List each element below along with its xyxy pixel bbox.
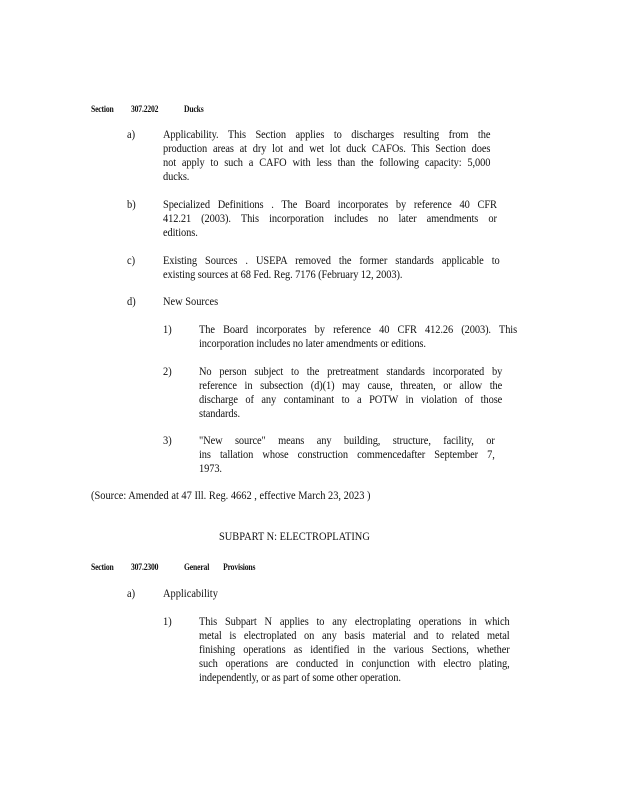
- text-line: ins tallation whose construction commencedafter September 7,: [199, 449, 495, 461]
- subitem-marker-1: 1): [163, 616, 172, 628]
- item-marker-d: d): [127, 296, 136, 308]
- paragraph-applicability: [163, 128, 490, 184]
- text-line: discharge of any contaminant to a POTW in violation of those: [199, 394, 503, 406]
- section-title: Ducks: [184, 104, 204, 114]
- subitem-marker-2: 2): [163, 366, 172, 378]
- text-line: No person subject to the pretreatment standards incorporated by: [199, 366, 503, 378]
- new-sources-label: New Sources: [163, 296, 219, 308]
- subitem-marker-3: 3): [163, 435, 172, 447]
- section-label: Section: [91, 562, 114, 572]
- text-line: editions.: [163, 227, 198, 239]
- text-line: such operations are conducted in conjunction with electro plating,: [199, 658, 510, 670]
- subpart-heading: SUBPART N: ELECTROPLATING: [219, 531, 370, 543]
- text-line: incorporation includes no later amendments or editions.: [199, 338, 426, 350]
- text-line: 1973.: [199, 463, 222, 475]
- item-marker-a: a): [127, 588, 136, 600]
- text-line: "New source" means any building, structure, facility, or: [199, 435, 495, 447]
- text-line: 412.21 (2003). This incorporation includes no later amendments or: [163, 213, 497, 225]
- text-line: Existing Sources . USEPA removed the former standards applicable to: [163, 255, 500, 267]
- paragraph-specialized-definitions: [163, 198, 497, 240]
- paragraph-new-sources-3: [199, 434, 495, 476]
- subitem-marker-1: 1): [163, 324, 172, 336]
- text-line: Applicability. This Section applies to discharges resulting from the: [163, 129, 491, 141]
- text-line: metal is electroplated on any basis material and to related metal: [199, 630, 510, 642]
- text-line: standards.: [199, 408, 240, 420]
- text-line: not apply to such a CAFO with less than the following capacity: 5,000: [163, 157, 491, 169]
- text-line: The Board incorporates by reference 40 CFR 412.26 (2003). This: [199, 324, 518, 336]
- text-line: independently, or as part of some other operation.: [199, 672, 401, 684]
- source-note: (Source: Amended at 47 Ill. Reg. 4662 , effective March 23, 2023 ): [91, 490, 371, 502]
- text-line: production areas at dry lot and wet lot duck CAFOs. This Section does: [163, 143, 491, 155]
- paragraph-new-sources-1: [199, 323, 517, 351]
- text-line: Specialized Definitions . The Board incorporates by reference 40 CFR: [163, 199, 497, 211]
- paragraph-new-sources-2: [199, 365, 502, 421]
- text-line: finishing operations as identified in the various Sections, whether: [199, 644, 510, 656]
- item-marker-c: c): [127, 255, 136, 267]
- item-marker-b: b): [127, 199, 136, 211]
- section-label: Section: [91, 104, 114, 114]
- text-line: ducks.: [163, 171, 190, 183]
- section-number: 307.2300: [131, 562, 159, 572]
- paragraph-existing-sources: [163, 254, 500, 282]
- section-number: 307.2202: [131, 104, 159, 114]
- text-line: existing sources at 68 Fed. Reg. 7176 (February 12, 2003).: [163, 269, 403, 281]
- applicability-label: Applicability: [163, 588, 218, 600]
- text-line: This Subpart N applies to any electroplating operations in which: [199, 616, 510, 628]
- paragraph-electroplating-applicability: [199, 615, 510, 685]
- section-title: General Provisions: [184, 562, 256, 572]
- item-marker-a: a): [127, 129, 136, 141]
- text-line: reference in subsection (d)(1) may cause, threaten, or allow the: [199, 380, 503, 392]
